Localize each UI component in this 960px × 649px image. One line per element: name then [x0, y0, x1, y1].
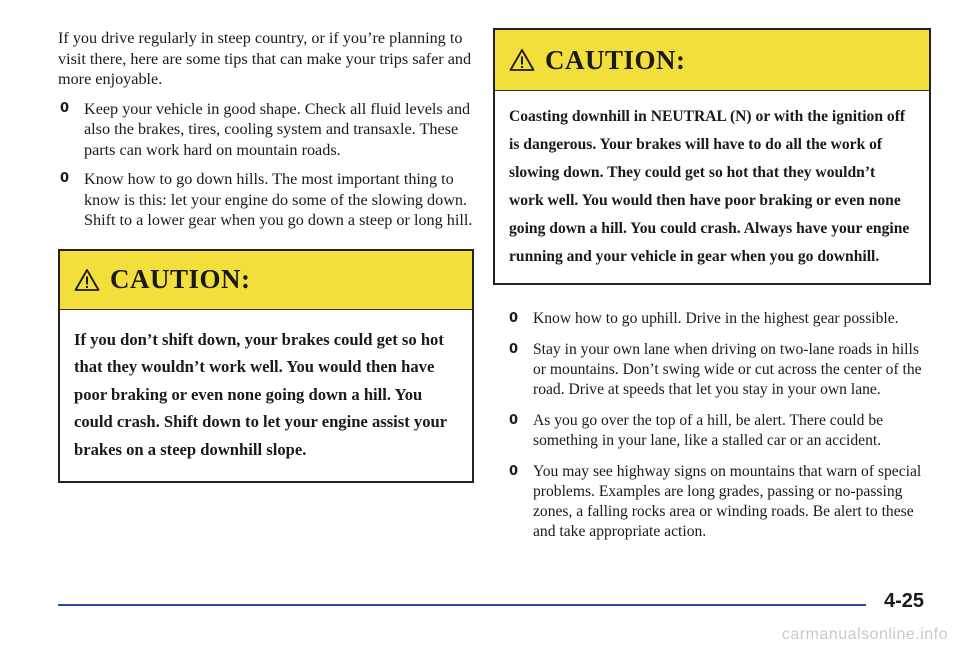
list-item-text: As you go over the top of a hill, be alert. There could be something in your lane, like a stalled car or an accident. — [533, 412, 884, 449]
list-item — [507, 309, 931, 329]
bullet-marker: 0 — [509, 342, 519, 357]
list-item — [507, 340, 931, 400]
list-item-text: You may see highway signs on mountains that warn of special problems. Examples are long grades, passing or no-passing zones, a falling rocks area or winding roads. Be alert to these and take appropriate action. — [533, 463, 922, 540]
caution-text: If you don’t shift down, your brakes could get so hot that they wouldn’t work well. You would then have poor braking or even none going down a hill. You could crash. Shift down to let your engine assist your brakes on a steep downhill slope. — [74, 329, 447, 459]
bullet-marker: 0 — [60, 100, 70, 116]
right-bullet-list — [493, 309, 931, 542]
list-item-text: Keep your vehicle in good shape. Check all fluid levels and also the brakes, tires, cooling system and transaxle. These parts can work hard on mountain roads. — [84, 99, 471, 159]
intro-paragraph: If you drive regularly in steep country, or if you’re planning to visit there, here are some tips that can make your trips safer and more enjoyable. — [58, 29, 472, 88]
list-item — [58, 169, 478, 231]
right-column — [493, 28, 931, 553]
list-item-text: Know how to go down hills. The most important thing to know is this: let your engine do some of the slowing down. Shift to a lower gear when you go down a steep or long hill. — [84, 170, 473, 229]
caution-title: CAUTION: — [545, 44, 686, 75]
caution-title: CAUTION: — [110, 264, 251, 294]
bullet-marker: 0 — [509, 464, 519, 479]
left-bullet-list — [58, 99, 478, 231]
warning-triangle-icon — [74, 268, 100, 292]
list-item-text: Know how to go uphill. Drive in the highest gear possible. — [533, 310, 899, 327]
bullet-marker: 0 — [509, 413, 519, 428]
caution-header — [495, 30, 929, 91]
bullet-marker: 0 — [60, 171, 70, 186]
list-item-text: Stay in your own lane when driving on two-lane roads in hills or mountains. Don’t swing wide or cut across the center of the road. Drive at speeds that let you stay in your own lane. — [533, 341, 922, 398]
page-number: 4-25 — [883, 590, 924, 612]
caution-box-shift-down — [58, 249, 474, 484]
caution-header — [60, 251, 472, 310]
warning-triangle-icon — [509, 48, 535, 72]
watermark: carmanualsonline.info — [781, 626, 948, 643]
footer-rule — [58, 604, 866, 606]
bullet-marker: 0 — [509, 311, 519, 326]
caution-box-coasting — [493, 28, 931, 285]
list-item — [507, 411, 931, 451]
list-item — [507, 462, 931, 542]
caution-text: Coasting downhill in NEUTRAL (N) or with the ignition off is dangerous. Your brakes will have to do all the work of slowing down. They could get so hot that they wouldn’t work well. You would then have poor braking or even none going down a hill. You could crash. Always have your engine running and your vehicle in gear when you go downhill. — [509, 108, 910, 265]
left-column — [58, 28, 478, 483]
list-item — [58, 99, 478, 161]
